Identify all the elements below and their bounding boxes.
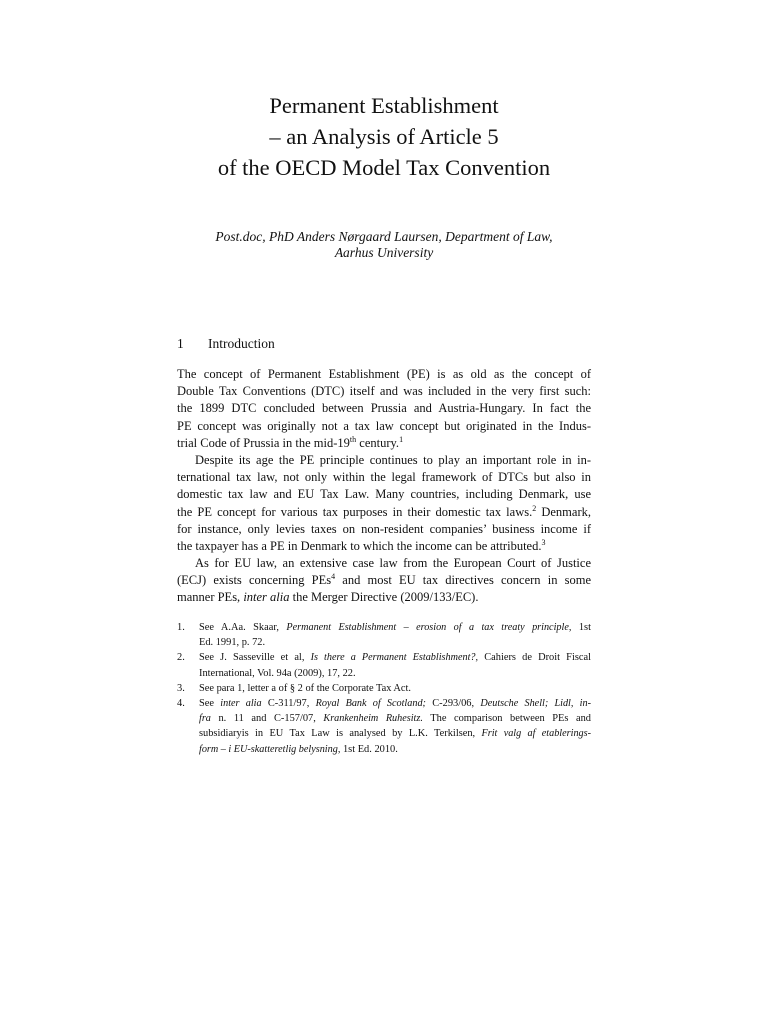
text-run: 1st Ed. 2010. — [340, 743, 398, 755]
footnote-number: 2. — [177, 652, 185, 664]
emphasis: form – i EU-skatteretlig belysning, — [199, 743, 341, 755]
emphasis: Royal Bank of Scotland; — [315, 698, 426, 710]
footnote-1 — [177, 620, 591, 650]
text-run: See — [199, 698, 221, 710]
footnote-ref-3[interactable]: 3 — [541, 537, 546, 547]
emphasis: inter alia — [243, 590, 290, 605]
footnote-line: See para 1, letter a of § 2 of the Corporate Tax Act. — [199, 682, 412, 694]
emphasis: Permanent Establishment – erosion of a tax treaty principle, — [286, 622, 572, 633]
text-run: subsidiaryis in EU Tax Law is analysed by L.K. Terkilsen, — [199, 728, 482, 740]
emphasis: fra — [199, 713, 211, 725]
text-run: manner PEs, — [177, 590, 244, 605]
text-run: the Merger Directive (2009/133/EC). — [289, 590, 479, 605]
text-run: (ECJ) exists concerning PEs — [177, 573, 332, 588]
title-line-2: – an Analysis of Article 5 — [269, 124, 499, 149]
footnote-line: Ed. 1991, p. 72. — [199, 637, 266, 649]
footnote-line — [199, 711, 591, 726]
footnote-line: International, Vol. 94a (2009), 17, 22. — [199, 667, 356, 679]
author-line-2: Aarhus University — [334, 245, 434, 260]
text-line: Double Tax Conventions (DTC) itself and was included in the very first such: — [177, 384, 591, 399]
text-run: C-311/97, — [261, 698, 316, 710]
footnote-line — [199, 696, 591, 711]
emphasis: inter alia — [220, 698, 262, 710]
footnote-ref-1[interactable]: 1 — [399, 434, 404, 444]
footnote-line — [199, 742, 591, 757]
paragraph-2 — [177, 452, 591, 555]
footnote-number: 4. — [177, 698, 185, 710]
text-line — [177, 504, 591, 521]
emphasis: Frit valg af etablerings- — [481, 728, 592, 740]
footnote-3 — [177, 681, 591, 696]
text-run: the PE concept for various tax purposes in their domestic tax laws. — [177, 504, 533, 519]
text-line — [177, 572, 591, 589]
section-number: 1 — [177, 336, 184, 351]
section-heading — [177, 336, 591, 352]
footnote-line — [199, 620, 591, 635]
title-line-3: of the OECD Model Tax Convention — [217, 155, 551, 180]
author-affiliation — [177, 229, 591, 261]
emphasis: Krankenheim Ruhesitz. — [323, 713, 423, 725]
text-line: Despite its age the PE principle continues to play an important role in in- — [195, 452, 591, 467]
text-run: See J. Sasseville et al, — [199, 652, 311, 664]
footnote-4 — [177, 696, 591, 757]
emphasis: Is there a Permanent Establishment?, — [310, 652, 479, 664]
text-line: PE concept was originally not a tax law concept but originated in the Indus- — [177, 418, 591, 433]
emphasis: Deutsche Shell; Lidl, in- — [480, 698, 591, 710]
text-run: 1st — [571, 622, 591, 633]
text-line — [177, 589, 591, 606]
text-run: and most EU tax directives concern in some — [335, 573, 591, 588]
text-line: domestic tax law and EU Tax Law. Many countries, including Denmark, use — [177, 487, 591, 502]
text-run: See A.Aa. Skaar, — [199, 622, 287, 633]
text-run: C-293/06, — [425, 698, 481, 710]
text-run: The comparison between PEs and — [422, 713, 591, 725]
footnote-ref-4[interactable]: 4 — [331, 572, 336, 582]
text-run: Denmark, — [536, 504, 591, 519]
footnote-ref-2[interactable]: 2 — [532, 503, 537, 513]
section-title: Introduction — [208, 336, 275, 351]
text-run: n. 11 and C-157/07, — [210, 713, 324, 725]
text-line: ternational tax law, not only within the legal framework of DTCs but also in — [177, 470, 591, 485]
text-run: the taxpayer has a PE in Denmark to which the income can be attributed. — [177, 538, 542, 553]
body-text — [177, 366, 591, 607]
superscript: th — [349, 434, 357, 444]
paper-title — [177, 90, 591, 183]
text-line: for instance, only levies taxes on non-resident companies’ business income if — [177, 521, 591, 536]
text-run: Cahiers de Droit Fiscal — [478, 652, 591, 664]
footnote-number: 1. — [177, 622, 185, 633]
text-run: trial Code of Prussia in the mid-19 — [177, 435, 350, 450]
text-line: the 1899 DTC concluded between Prussia and Austria-Hungary. In fact the — [177, 401, 591, 416]
text-line: The concept of Permanent Establishment (PE) is as old as the concept of — [177, 367, 591, 381]
footnote-2 — [177, 650, 591, 680]
footnotes — [177, 620, 591, 757]
paragraph-3 — [177, 555, 591, 607]
footnote-line — [199, 726, 591, 741]
text-line: As for EU law, an extensive case law from the European Court of Justice — [195, 556, 591, 571]
title-line-1: Permanent Establishment — [269, 93, 499, 118]
text-run: century. — [356, 435, 400, 450]
text-line — [177, 435, 591, 452]
footnote-line — [199, 650, 591, 665]
footnote-number: 3. — [177, 682, 185, 694]
text-line — [177, 538, 591, 555]
author-line-1: Post.doc, PhD Anders Nørgaard Laursen, Department of Law, — [215, 229, 553, 244]
paragraph-1 — [177, 366, 591, 452]
